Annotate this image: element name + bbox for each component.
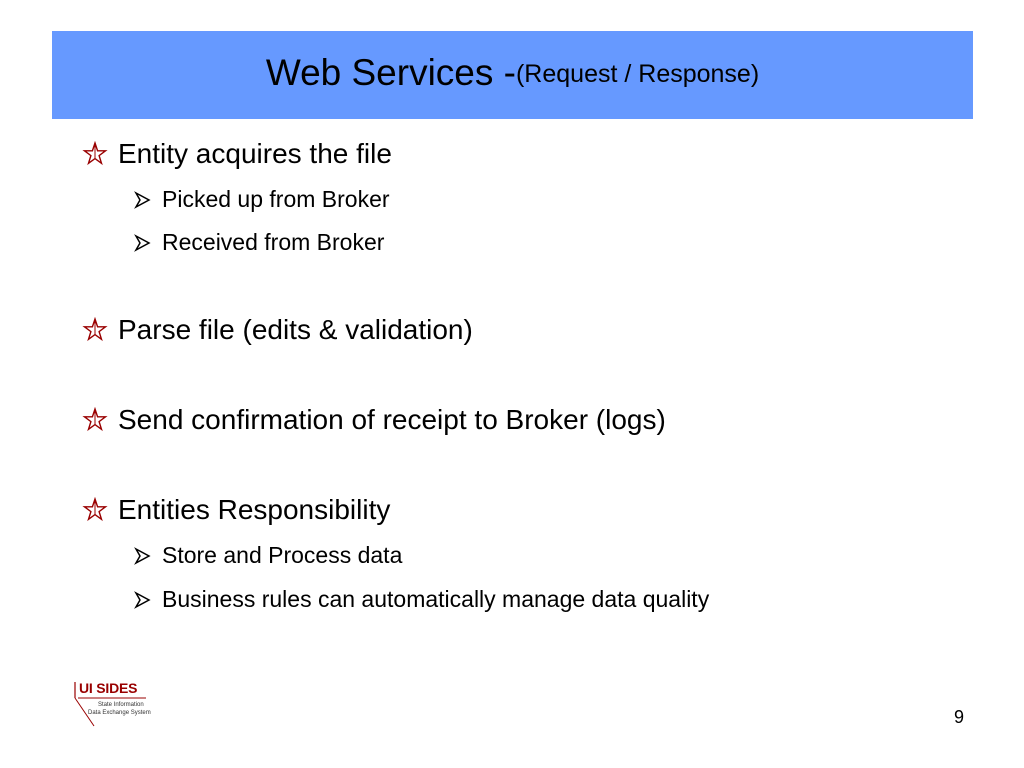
arrow-bullet-icon — [133, 591, 151, 609]
sub-bullet-label: Picked up from Broker — [162, 186, 390, 212]
logo-line-2: Data Exchange System — [88, 710, 151, 716]
bullet-label: Entity acquires the file — [118, 138, 392, 169]
sub-bullet-label: Received from Broker — [162, 229, 385, 255]
bullet-item — [82, 404, 666, 436]
bullet-item — [82, 138, 392, 170]
sub-bullet-item — [133, 586, 709, 613]
bullet-label: Send confirmation of receipt to Broker (logs) — [118, 404, 666, 435]
bullet-label: Entities Responsibility — [118, 494, 391, 525]
star-bullet-icon — [82, 497, 108, 523]
star-bullet-icon — [82, 141, 108, 167]
bullet-item — [82, 494, 390, 526]
logo-title: UI SIDES — [79, 680, 138, 696]
star-bullet-icon — [82, 317, 108, 343]
sub-bullet-item — [133, 186, 390, 213]
sub-bullet-label: Store and Process data — [162, 542, 403, 568]
sub-bullet-item — [133, 542, 402, 569]
arrow-bullet-icon — [133, 234, 151, 252]
page-number: 9 — [953, 707, 964, 727]
arrow-bullet-icon — [133, 191, 151, 209]
slide-subtitle: (Request / Response) — [515, 59, 760, 88]
sub-bullet-item — [133, 229, 384, 256]
slide-title: Web Services - — [265, 51, 516, 93]
sub-bullet-label: Business rules can automatically manage data quality — [162, 586, 710, 612]
ui-sides-logo — [72, 680, 182, 728]
arrow-bullet-icon — [133, 547, 151, 565]
star-bullet-icon — [82, 407, 108, 433]
bullet-label: Parse file (edits & validation) — [118, 314, 473, 345]
logo-line-1: State Information — [98, 702, 144, 708]
bullet-item — [82, 314, 473, 346]
